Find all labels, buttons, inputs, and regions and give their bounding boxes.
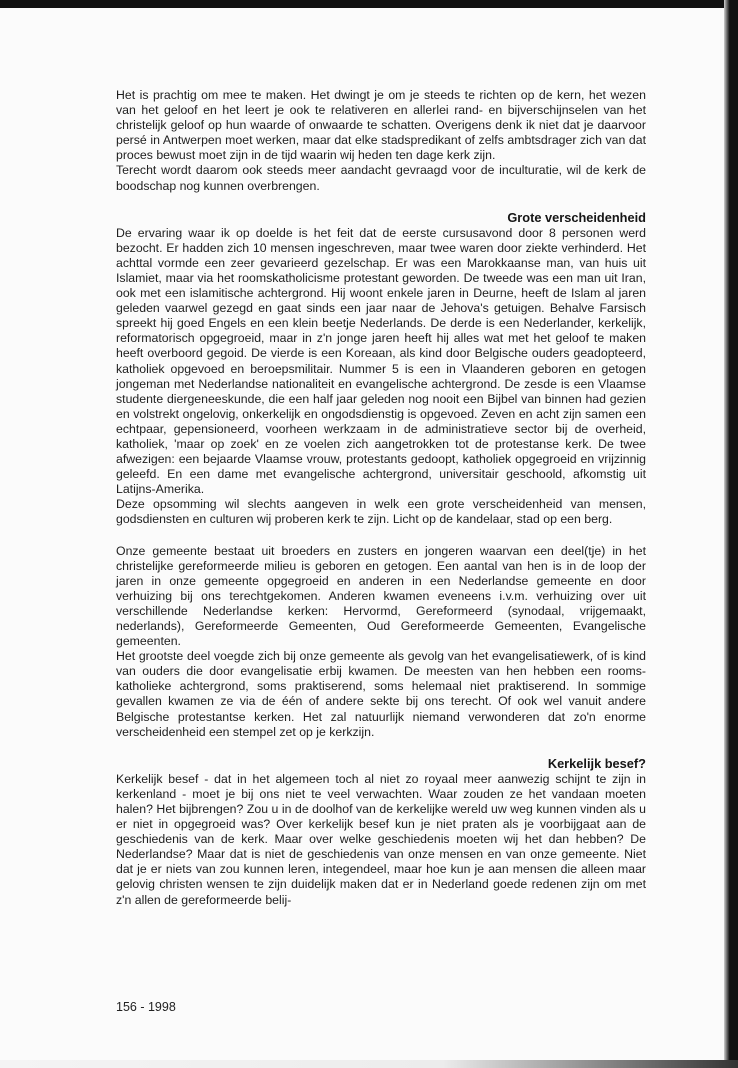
article-body <box>116 88 646 908</box>
scan-edge-top <box>0 0 738 8</box>
paragraph-evangelisatie: Het grootste deel voegde zich bij onze gemeente als gevolg van het evangelisatiewerk, of is kind van ouders die door evangelisatie erbij kwamen. De meesten van hen hebben een rooms-katholieke achtergrond, soms praktiserend, soms helemaal niet praktiserend. In sommige gevallen kwamen ze via de één of andere sekte bij ons terecht. Of ook wel vanuit andere Belgische protestantse kerken. Het zal natuurlijk niemand verwonderen dat zo'n enorme verscheidenheid een stempel zet op je kerkzijn. <box>116 649 646 739</box>
document-page <box>0 8 724 1060</box>
paragraph-opsomming: Deze opsomming wil slechts aangeven in welk een grote verscheidenheid van mensen, godsdiensten en culturen wij proberen kerk te zijn. Licht op de kandelaar, stad op een berg. <box>116 497 646 527</box>
section-heading-grote-verscheidenheid: Grote verscheidenheid <box>507 209 646 225</box>
page-footer: 156 - 1998 <box>116 1000 176 1014</box>
scan-edge-bottom <box>0 1060 738 1068</box>
paragraph-ervaring: De ervaring waar ik op doelde is het feit dat de eerste cursusavond door 8 personen werd bezocht. Er hadden zich 10 mensen ingeschreven, maar twee waren door ziekte verhinderd. Het achttal vormde een zeer gevarieerd gezelschap. Er was een Marokkaanse man, van huis uit Islamiet, maar via het roomskatholicisme protestant geworden. De tweede was een man uit Iran, ook met een islamitische achtergrond. Hij woont enkele jaren in Deurne, heeft de Islam al jaren geleden vaarwel gezegd en gaat sinds een jaar naar de Jehova's getuigen. Behalve Farsisch spreekt hij goed Engels en een klein beetje Nederlands. De derde is een Nederlander, kerkelijk, reformatorisch opgegroeid, maar in z'n jonge jaren heeft hij alles wat met het geloof te maken heeft overboord gegoid. De vierde is een Koreaan, als kind door Belgische ouders geadopteerd, katholiek opgevoed en beroepsmilitair. Nummer 5 is een in Vlaanderen geboren en getogen jongeman met Nederlandse nationaliteit en evangelische achtergrond. De zesde is een Vlaamse studente diergeneeskunde, die een half jaar geleden nog nooit een Bijbel van binnen had gezien en volstrekt ongelovig, onkerkelijk en ongodsdienstig is opgevoed. Zeven en acht zijn samen een echtpaar, gepensioneerd, voorheen werkzaam in de administratieve sector bij de overheid, katholiek, 'maar op zoek' en ze voelen zich aangetrokken tot de protestanse kerk. De twee afwezigen: een bejaarde Vlaamse vrouw, protestants gedoopt, katholiek opgegroeid en vrijzinnig geleefd. En een dame met evangelische achtergrond, universitair geschoold, afkomstig uit Latijns-Amerika. <box>116 225 646 497</box>
scan-edge-right <box>724 0 738 1068</box>
paragraph-intro-1: Het is prachtig om mee te maken. Het dwingt je om je steeds te richten op de kern, het wezen van het geloof en het leert je ook te relativeren en allerlei rand- en bijverschijnselen van het christelijk geloof op hun waarde of onwaarde te schatten. Overigens denk ik niet dat je daarvoor persé in Antwerpen moet werken, maar dat elke stadspredikant of zelfs ambtsdrager zich van dat proces bewust moet zijn in de tijd waarin wij heden ten dage kerk zijn. <box>116 88 646 163</box>
paragraph-gap <box>116 528 646 544</box>
paragraph-gemeente: Onze gemeente bestaat uit broeders en zusters en jongeren waarvan een deel(tje) in het christelijke gereformeerde milieu is geboren en getogen. Een aantal van hen is in de loop der jaren in onze gemeente opgegroeid en anderen in een Nederlandse gemeente en door verhuizing bij ons terechtgekomen. Anderen kwamen eveneens i.v.m. verhuizing over uit verschillende Nederlandse kerken: Hervormd, Gereformeerd (synodaal, vrijgemaakt, nederlands), Gereformeerde Gemeenten, Oud Gereformeerde Gemeenten, Evangelische gemeenten. <box>116 543 646 649</box>
paragraph-kerkelijk-besef: Kerkelijk besef - dat in het algemeen toch al niet zo royaal meer aanwezig schijnt te zijn in kerkenland - moet je bij ons niet te veel verwachten. Waar zouden ze het vandaan moeten halen? Het bijbrengen? Zou u in de doolhof van de kerkelijke wereld uw weg kunnen vinden als u er niet in opgegroeid was? Over kerkelijk besef kun je niet praten als je voorbijgaat aan de geschiedenis van de kerk. Maar over welke geschiedenis moeten wij het dan hebben? De Nederlandse? Maar dat is niet de geschiedenis van onze mensen en van onze gemeente. Niet dat je er niets van zou kunnen leren, integendeel, maar hoe kun je aan mensen die alleen maar gelovig christen wensen te zijn duidelijk maken dat er in Nederland goede redenen zijn om met z'n allen de gereformeerde belij- <box>116 771 646 907</box>
paragraph-intro-2: Terecht wordt daarom ook steeds meer aandacht gevraagd voor de inculturatie, wil de kerk de boodschap nog kunnen overbrengen. <box>116 163 646 193</box>
section-heading-kerkelijk-besef: Kerkelijk besef? <box>547 755 646 771</box>
